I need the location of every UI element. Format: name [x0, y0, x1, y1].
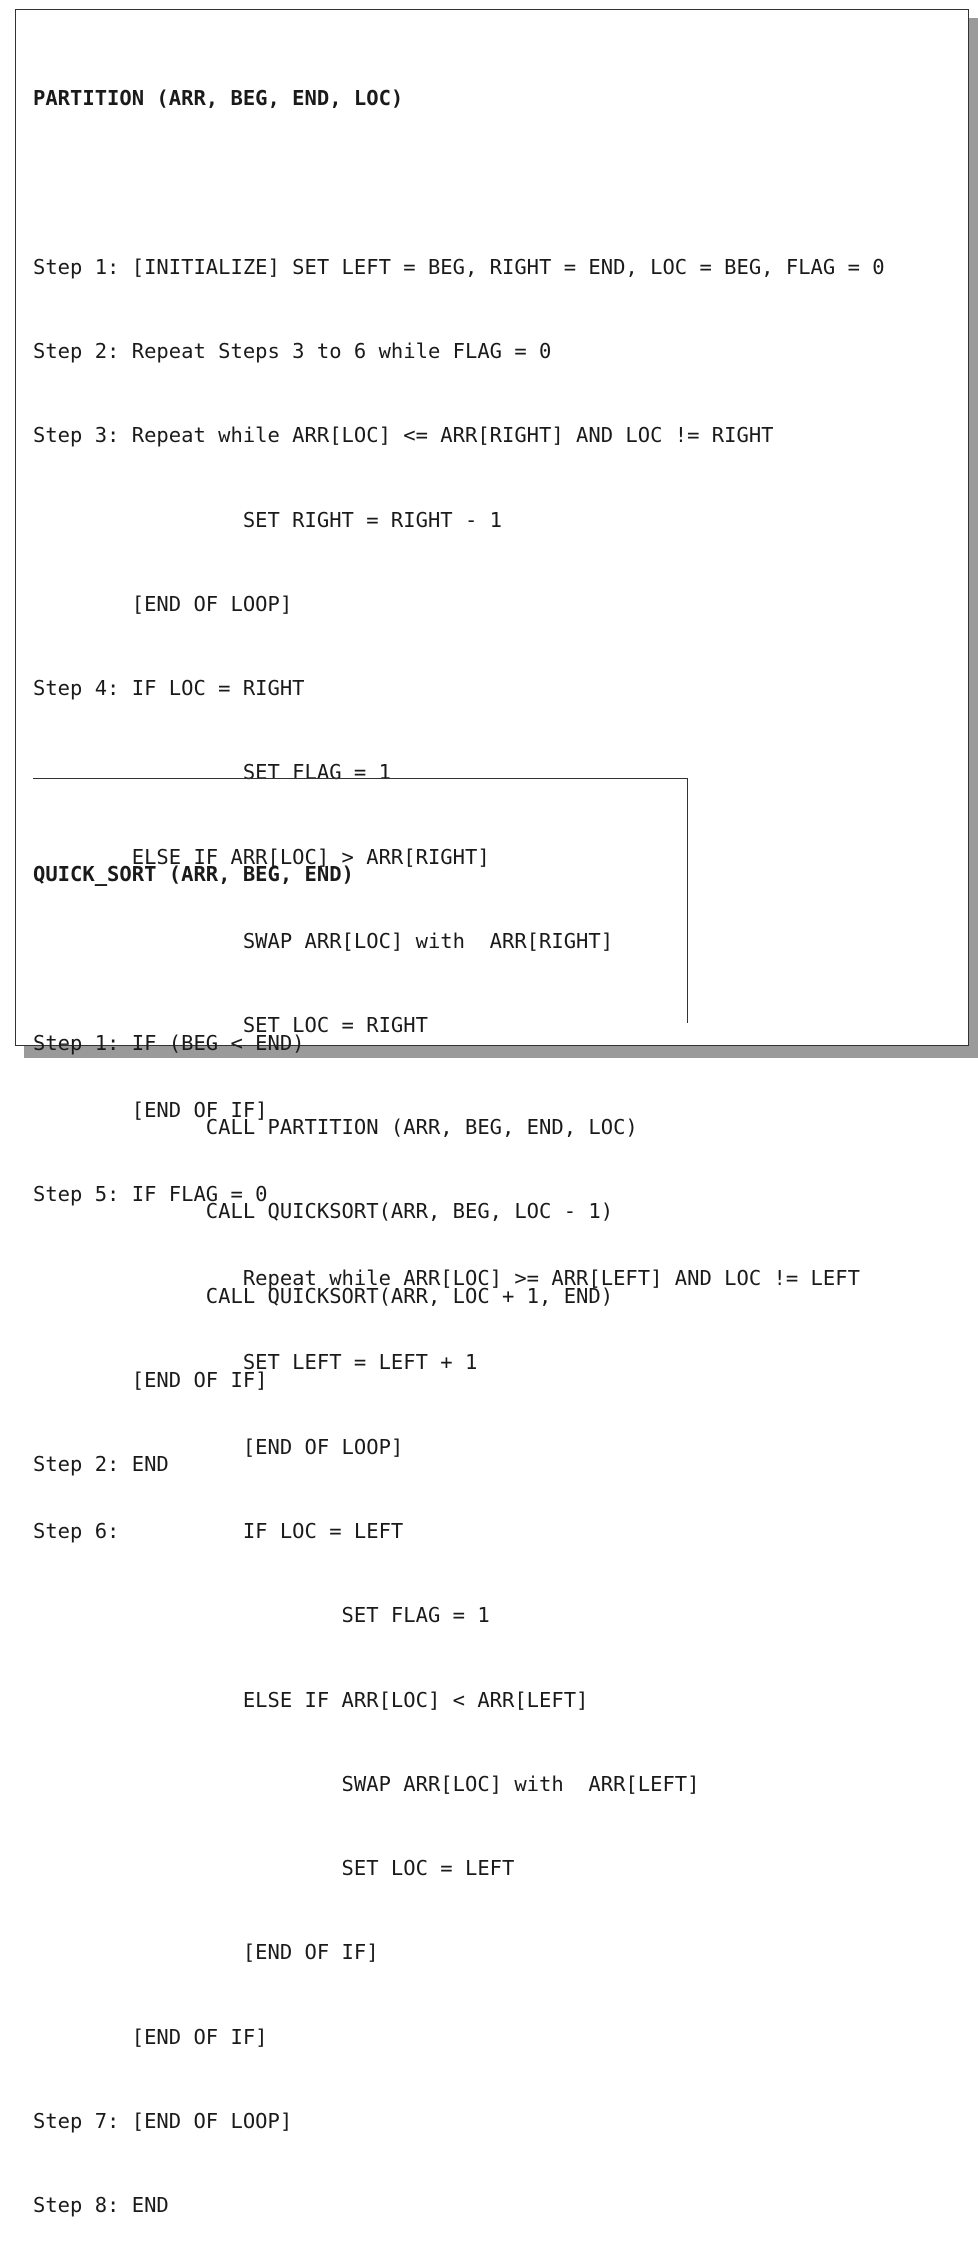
partition-step-line: ELSE IF ARR[LOC] < ARR[LEFT] — [33, 1687, 589, 1712]
quicksort-box-top-border — [33, 778, 688, 779]
partition-step-line: SET LEFT = LEFT + 1 — [33, 1350, 478, 1375]
quicksort-step-line: Step 2: END — [33, 1452, 169, 1477]
partition-step-line: Step 7: [END OF LOOP] — [33, 2108, 293, 2133]
quicksort-step-line: CALL QUICKSORT(ARR, LOC + 1, END) — [33, 1283, 614, 1308]
partition-step-line: Step 4: IF LOC = RIGHT — [33, 676, 305, 701]
partition-step-line: [END OF LOOP] — [33, 1434, 404, 1459]
partition-step-line: SET LOC = RIGHT — [33, 1013, 428, 1038]
quicksort-box-right-border — [687, 778, 688, 1023]
partition-step-line: SWAP ARR[LOC] with ARR[RIGHT] — [33, 929, 614, 953]
partition-step-line: [END OF IF] — [33, 1940, 379, 1965]
quicksort-step-line: CALL PARTITION (ARR, BEG, END, LOC) — [33, 1115, 638, 1140]
partition-step-line: Step 6: IF LOC = LEFT — [33, 1518, 404, 1543]
partition-step-line: [END OF LOOP] — [33, 591, 293, 616]
spacer — [33, 168, 885, 196]
partition-step-line: [END OF IF] — [33, 1097, 268, 1122]
quicksort-algorithm — [33, 804, 638, 1506]
partition-step-line: Step 2: Repeat Steps 3 to 6 while FLAG = 0 — [33, 339, 552, 364]
partition-step-line: SET FLAG = 1 — [33, 1603, 490, 1628]
partition-step-line: Step 1: [INITIALIZE] SET LEFT = BEG, RIGHT = END, LOC = BEG, FLAG = 0 — [33, 254, 885, 279]
partition-step-line: SET LOC = LEFT — [33, 1856, 515, 1881]
partition-step-line: SET FLAG = 1 — [33, 760, 391, 785]
quicksort-title: QUICK_SORT (ARR, BEG, END) — [33, 862, 354, 887]
partition-step-line: SET RIGHT = RIGHT - 1 — [33, 507, 502, 532]
partition-step-line: [END OF IF] — [33, 2024, 268, 2049]
partition-step-line: SWAP ARR[LOC] with ARR[LEFT] — [33, 1771, 700, 1796]
partition-step-line: Step 5: IF FLAG = 0 — [33, 1181, 268, 1206]
partition-title: PARTITION (ARR, BEG, END, LOC) — [33, 86, 404, 111]
spacer — [33, 944, 638, 972]
partition-step-line: Repeat while ARR[LOC] >= ARR[LEFT] AND LOC != LEFT — [33, 1266, 860, 1291]
quicksort-step-line: Step 1: IF (BEG < END) — [33, 1030, 305, 1055]
partition-step-line: Step 8: END — [33, 2193, 169, 2218]
partition-step-line: Step 3: Repeat while ARR[LOC] <= ARR[RIGHT] AND LOC != RIGHT — [33, 423, 774, 448]
quicksort-step-line: [END OF IF] — [33, 1367, 268, 1392]
partition-step-line: ELSE IF ARR[LOC] > ARR[RIGHT] — [33, 844, 490, 869]
quicksort-step-line: CALL QUICKSORT(ARR, BEG, LOC - 1) — [33, 1199, 614, 1224]
